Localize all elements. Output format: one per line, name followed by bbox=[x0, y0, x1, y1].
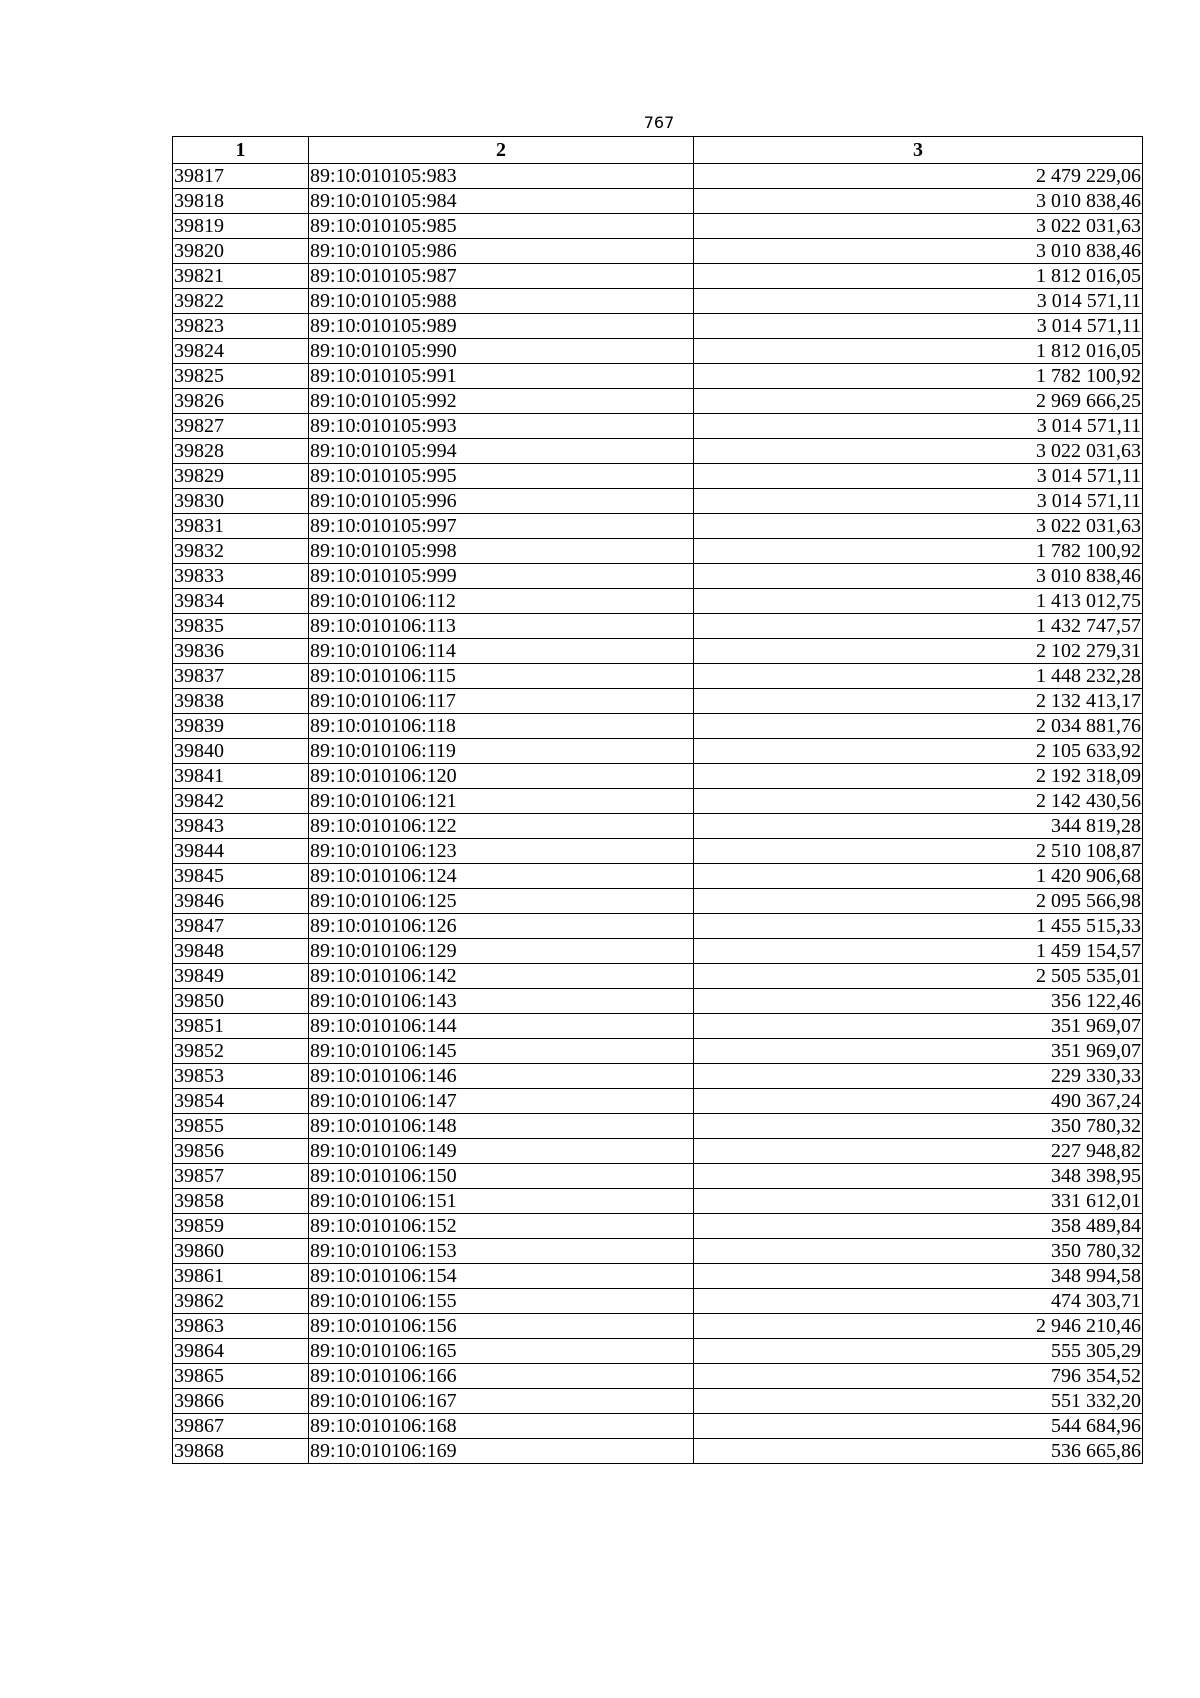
value-cell: 1 413 012,75 bbox=[694, 589, 1143, 614]
value-cell: 3 014 571,11 bbox=[694, 489, 1143, 514]
table-row bbox=[173, 1164, 1143, 1189]
cadastral-number-cell: 89:10:010106:151 bbox=[309, 1189, 694, 1214]
table-row bbox=[173, 739, 1143, 764]
value-cell: 1 432 747,57 bbox=[694, 614, 1143, 639]
cadastral-number-cell: 89:10:010106:147 bbox=[309, 1089, 694, 1114]
value-cell: 536 665,86 bbox=[694, 1439, 1143, 1464]
value-cell: 1 782 100,92 bbox=[694, 364, 1143, 389]
cadastral-number-cell: 89:10:010106:126 bbox=[309, 914, 694, 939]
value-cell: 490 367,24 bbox=[694, 1089, 1143, 1114]
value-cell: 3 014 571,11 bbox=[694, 464, 1143, 489]
table-row bbox=[173, 189, 1143, 214]
value-cell: 1 455 515,33 bbox=[694, 914, 1143, 939]
row-number-cell: 39854 bbox=[173, 1089, 309, 1114]
cadastral-number-cell: 89:10:010106:148 bbox=[309, 1114, 694, 1139]
cadastral-number-cell: 89:10:010106:123 bbox=[309, 839, 694, 864]
table-row bbox=[173, 789, 1143, 814]
row-number-cell: 39830 bbox=[173, 489, 309, 514]
cadastral-number-cell: 89:10:010106:150 bbox=[309, 1164, 694, 1189]
row-number-cell: 39860 bbox=[173, 1239, 309, 1264]
cadastral-number-cell: 89:10:010106:120 bbox=[309, 764, 694, 789]
table-row bbox=[173, 964, 1143, 989]
value-cell: 1 459 154,57 bbox=[694, 939, 1143, 964]
value-cell: 1 812 016,05 bbox=[694, 264, 1143, 289]
row-number-cell: 39853 bbox=[173, 1064, 309, 1089]
table-row bbox=[173, 839, 1143, 864]
cadastral-number-cell: 89:10:010105:996 bbox=[309, 489, 694, 514]
row-number-cell: 39824 bbox=[173, 339, 309, 364]
row-number-cell: 39817 bbox=[173, 164, 309, 189]
table-row bbox=[173, 564, 1143, 589]
row-number-cell: 39833 bbox=[173, 564, 309, 589]
cadastral-number-cell: 89:10:010106:117 bbox=[309, 689, 694, 714]
table-row bbox=[173, 1014, 1143, 1039]
cadastral-number-cell: 89:10:010106:112 bbox=[309, 589, 694, 614]
cadastral-number-cell: 89:10:010106:155 bbox=[309, 1289, 694, 1314]
cadastral-number-cell: 89:10:010105:983 bbox=[309, 164, 694, 189]
table-row bbox=[173, 1239, 1143, 1264]
cadastral-number-cell: 89:10:010105:998 bbox=[309, 539, 694, 564]
table-row bbox=[173, 1439, 1143, 1464]
value-cell: 1 812 016,05 bbox=[694, 339, 1143, 364]
value-cell: 2 479 229,06 bbox=[694, 164, 1143, 189]
value-cell: 229 330,33 bbox=[694, 1064, 1143, 1089]
value-cell: 350 780,32 bbox=[694, 1239, 1143, 1264]
column-header-3: 3 bbox=[694, 137, 1143, 164]
table-row bbox=[173, 1264, 1143, 1289]
table-row bbox=[173, 764, 1143, 789]
table-row bbox=[173, 164, 1143, 189]
row-number-cell: 39826 bbox=[173, 389, 309, 414]
cadastral-number-cell: 89:10:010105:992 bbox=[309, 389, 694, 414]
table-row bbox=[173, 914, 1143, 939]
row-number-cell: 39866 bbox=[173, 1389, 309, 1414]
row-number-cell: 39823 bbox=[173, 314, 309, 339]
table-row bbox=[173, 514, 1143, 539]
cadastral-number-cell: 89:10:010106:115 bbox=[309, 664, 694, 689]
value-cell: 555 305,29 bbox=[694, 1339, 1143, 1364]
value-cell: 3 022 031,63 bbox=[694, 514, 1143, 539]
cadastral-number-cell: 89:10:010106:113 bbox=[309, 614, 694, 639]
cadastral-number-cell: 89:10:010106:166 bbox=[309, 1364, 694, 1389]
value-cell: 2 095 566,98 bbox=[694, 889, 1143, 914]
value-cell: 3 014 571,11 bbox=[694, 414, 1143, 439]
table-row bbox=[173, 1114, 1143, 1139]
table-row bbox=[173, 214, 1143, 239]
value-cell: 2 946 210,46 bbox=[694, 1314, 1143, 1339]
row-number-cell: 39846 bbox=[173, 889, 309, 914]
row-number-cell: 39845 bbox=[173, 864, 309, 889]
value-cell: 356 122,46 bbox=[694, 989, 1143, 1014]
row-number-cell: 39861 bbox=[173, 1264, 309, 1289]
table-row bbox=[173, 1214, 1143, 1239]
header-row bbox=[173, 137, 1143, 164]
row-number-cell: 39822 bbox=[173, 289, 309, 314]
value-cell: 3 014 571,11 bbox=[694, 289, 1143, 314]
row-number-cell: 39840 bbox=[173, 739, 309, 764]
value-cell: 358 489,84 bbox=[694, 1214, 1143, 1239]
row-number-cell: 39841 bbox=[173, 764, 309, 789]
cadastral-number-cell: 89:10:010105:987 bbox=[309, 264, 694, 289]
table-row bbox=[173, 264, 1143, 289]
value-cell: 351 969,07 bbox=[694, 1014, 1143, 1039]
column-header-2: 2 bbox=[309, 137, 694, 164]
row-number-cell: 39851 bbox=[173, 1014, 309, 1039]
cadastral-number-cell: 89:10:010105:991 bbox=[309, 364, 694, 389]
cadastral-number-cell: 89:10:010106:119 bbox=[309, 739, 694, 764]
table-row bbox=[173, 1139, 1143, 1164]
row-number-cell: 39832 bbox=[173, 539, 309, 564]
table-row bbox=[173, 389, 1143, 414]
value-cell: 544 684,96 bbox=[694, 1414, 1143, 1439]
row-number-cell: 39839 bbox=[173, 714, 309, 739]
cadastral-number-cell: 89:10:010106:142 bbox=[309, 964, 694, 989]
row-number-cell: 39864 bbox=[173, 1339, 309, 1364]
table-row bbox=[173, 1089, 1143, 1114]
table-row bbox=[173, 414, 1143, 439]
row-number-cell: 39867 bbox=[173, 1414, 309, 1439]
value-cell: 3 022 031,63 bbox=[694, 214, 1143, 239]
cadastral-number-cell: 89:10:010106:121 bbox=[309, 789, 694, 814]
cadastral-number-cell: 89:10:010105:989 bbox=[309, 314, 694, 339]
value-cell: 344 819,28 bbox=[694, 814, 1143, 839]
cadastral-number-cell: 89:10:010105:984 bbox=[309, 189, 694, 214]
table-row bbox=[173, 489, 1143, 514]
value-cell: 2 192 318,09 bbox=[694, 764, 1143, 789]
row-number-cell: 39843 bbox=[173, 814, 309, 839]
cadastral-number-cell: 89:10:010106:156 bbox=[309, 1314, 694, 1339]
cadastral-number-cell: 89:10:010105:999 bbox=[309, 564, 694, 589]
row-number-cell: 39836 bbox=[173, 639, 309, 664]
cadastral-number-cell: 89:10:010105:985 bbox=[309, 214, 694, 239]
table-row bbox=[173, 1364, 1143, 1389]
table-row bbox=[173, 664, 1143, 689]
row-number-cell: 39831 bbox=[173, 514, 309, 539]
row-number-cell: 39844 bbox=[173, 839, 309, 864]
column-header-1: 1 bbox=[173, 137, 309, 164]
value-cell: 551 332,20 bbox=[694, 1389, 1143, 1414]
data-table bbox=[172, 136, 1143, 1464]
row-number-cell: 39837 bbox=[173, 664, 309, 689]
table-row bbox=[173, 939, 1143, 964]
value-cell: 1 782 100,92 bbox=[694, 539, 1143, 564]
table-row bbox=[173, 314, 1143, 339]
row-number-cell: 39828 bbox=[173, 439, 309, 464]
row-number-cell: 39847 bbox=[173, 914, 309, 939]
table-row bbox=[173, 639, 1143, 664]
row-number-cell: 39848 bbox=[173, 939, 309, 964]
cadastral-number-cell: 89:10:010106:145 bbox=[309, 1039, 694, 1064]
row-number-cell: 39859 bbox=[173, 1214, 309, 1239]
page-number: 767 bbox=[643, 113, 675, 132]
row-number-cell: 39820 bbox=[173, 239, 309, 264]
cadastral-number-cell: 89:10:010106:149 bbox=[309, 1139, 694, 1164]
value-cell: 331 612,01 bbox=[694, 1189, 1143, 1214]
table-row bbox=[173, 614, 1143, 639]
row-number-cell: 39827 bbox=[173, 414, 309, 439]
row-number-cell: 39868 bbox=[173, 1439, 309, 1464]
value-cell: 2 505 535,01 bbox=[694, 964, 1143, 989]
value-cell: 351 969,07 bbox=[694, 1039, 1143, 1064]
cadastral-number-cell: 89:10:010105:994 bbox=[309, 439, 694, 464]
value-cell: 348 994,58 bbox=[694, 1264, 1143, 1289]
value-cell: 348 398,95 bbox=[694, 1164, 1143, 1189]
row-number-cell: 39849 bbox=[173, 964, 309, 989]
value-cell: 227 948,82 bbox=[694, 1139, 1143, 1164]
cadastral-number-cell: 89:10:010106:118 bbox=[309, 714, 694, 739]
table-row bbox=[173, 464, 1143, 489]
row-number-cell: 39862 bbox=[173, 1289, 309, 1314]
value-cell: 2 132 413,17 bbox=[694, 689, 1143, 714]
table-row bbox=[173, 1389, 1143, 1414]
row-number-cell: 39829 bbox=[173, 464, 309, 489]
cadastral-number-cell: 89:10:010106:154 bbox=[309, 1264, 694, 1289]
value-cell: 2 105 633,92 bbox=[694, 739, 1143, 764]
table-body bbox=[173, 164, 1143, 1464]
cadastral-number-cell: 89:10:010106:167 bbox=[309, 1389, 694, 1414]
value-cell: 3 010 838,46 bbox=[694, 189, 1143, 214]
row-number-cell: 39857 bbox=[173, 1164, 309, 1189]
row-number-cell: 39834 bbox=[173, 589, 309, 614]
value-cell: 350 780,32 bbox=[694, 1114, 1143, 1139]
table-row bbox=[173, 339, 1143, 364]
row-number-cell: 39865 bbox=[173, 1364, 309, 1389]
table-row bbox=[173, 289, 1143, 314]
value-cell: 3 014 571,11 bbox=[694, 314, 1143, 339]
row-number-cell: 39835 bbox=[173, 614, 309, 639]
row-number-cell: 39858 bbox=[173, 1189, 309, 1214]
table-row bbox=[173, 1289, 1143, 1314]
table-row bbox=[173, 1414, 1143, 1439]
table-row bbox=[173, 1064, 1143, 1089]
cadastral-number-cell: 89:10:010106:122 bbox=[309, 814, 694, 839]
table-row bbox=[173, 1314, 1143, 1339]
value-cell: 474 303,71 bbox=[694, 1289, 1143, 1314]
table-row bbox=[173, 864, 1143, 889]
cadastral-number-cell: 89:10:010105:986 bbox=[309, 239, 694, 264]
row-number-cell: 39855 bbox=[173, 1114, 309, 1139]
row-number-cell: 39852 bbox=[173, 1039, 309, 1064]
table-header bbox=[173, 137, 1143, 164]
table-row bbox=[173, 714, 1143, 739]
value-cell: 2 510 108,87 bbox=[694, 839, 1143, 864]
cadastral-number-cell: 89:10:010105:988 bbox=[309, 289, 694, 314]
value-cell: 1 420 906,68 bbox=[694, 864, 1143, 889]
cadastral-number-cell: 89:10:010106:165 bbox=[309, 1339, 694, 1364]
cadastral-number-cell: 89:10:010105:995 bbox=[309, 464, 694, 489]
cadastral-number-cell: 89:10:010106:168 bbox=[309, 1414, 694, 1439]
table-row bbox=[173, 364, 1143, 389]
cadastral-number-cell: 89:10:010106:146 bbox=[309, 1064, 694, 1089]
cadastral-number-cell: 89:10:010106:144 bbox=[309, 1014, 694, 1039]
cadastral-number-cell: 89:10:010106:124 bbox=[309, 864, 694, 889]
cadastral-number-cell: 89:10:010106:129 bbox=[309, 939, 694, 964]
row-number-cell: 39856 bbox=[173, 1139, 309, 1164]
table-row bbox=[173, 689, 1143, 714]
cadastral-number-cell: 89:10:010106:169 bbox=[309, 1439, 694, 1464]
cadastral-number-cell: 89:10:010105:990 bbox=[309, 339, 694, 364]
table-row bbox=[173, 589, 1143, 614]
cadastral-number-cell: 89:10:010106:152 bbox=[309, 1214, 694, 1239]
row-number-cell: 39825 bbox=[173, 364, 309, 389]
cadastral-number-cell: 89:10:010106:143 bbox=[309, 989, 694, 1014]
value-cell: 2 969 666,25 bbox=[694, 389, 1143, 414]
cadastral-number-cell: 89:10:010105:993 bbox=[309, 414, 694, 439]
row-number-cell: 39821 bbox=[173, 264, 309, 289]
table-row bbox=[173, 539, 1143, 564]
table-row bbox=[173, 439, 1143, 464]
value-cell: 3 022 031,63 bbox=[694, 439, 1143, 464]
row-number-cell: 39819 bbox=[173, 214, 309, 239]
value-cell: 3 010 838,46 bbox=[694, 239, 1143, 264]
cadastral-number-cell: 89:10:010106:114 bbox=[309, 639, 694, 664]
value-cell: 2 034 881,76 bbox=[694, 714, 1143, 739]
row-number-cell: 39850 bbox=[173, 989, 309, 1014]
value-cell: 3 010 838,46 bbox=[694, 564, 1143, 589]
table-row bbox=[173, 814, 1143, 839]
cadastral-number-cell: 89:10:010105:997 bbox=[309, 514, 694, 539]
value-cell: 796 354,52 bbox=[694, 1364, 1143, 1389]
row-number-cell: 39863 bbox=[173, 1314, 309, 1339]
value-cell: 2 142 430,56 bbox=[694, 789, 1143, 814]
table-row bbox=[173, 989, 1143, 1014]
table-row bbox=[173, 1339, 1143, 1364]
table-row bbox=[173, 1039, 1143, 1064]
row-number-cell: 39842 bbox=[173, 789, 309, 814]
row-number-cell: 39838 bbox=[173, 689, 309, 714]
table-row bbox=[173, 1189, 1143, 1214]
cadastral-number-cell: 89:10:010106:125 bbox=[309, 889, 694, 914]
value-cell: 1 448 232,28 bbox=[694, 664, 1143, 689]
table-row bbox=[173, 889, 1143, 914]
cadastral-number-cell: 89:10:010106:153 bbox=[309, 1239, 694, 1264]
table-row bbox=[173, 239, 1143, 264]
row-number-cell: 39818 bbox=[173, 189, 309, 214]
value-cell: 2 102 279,31 bbox=[694, 639, 1143, 664]
